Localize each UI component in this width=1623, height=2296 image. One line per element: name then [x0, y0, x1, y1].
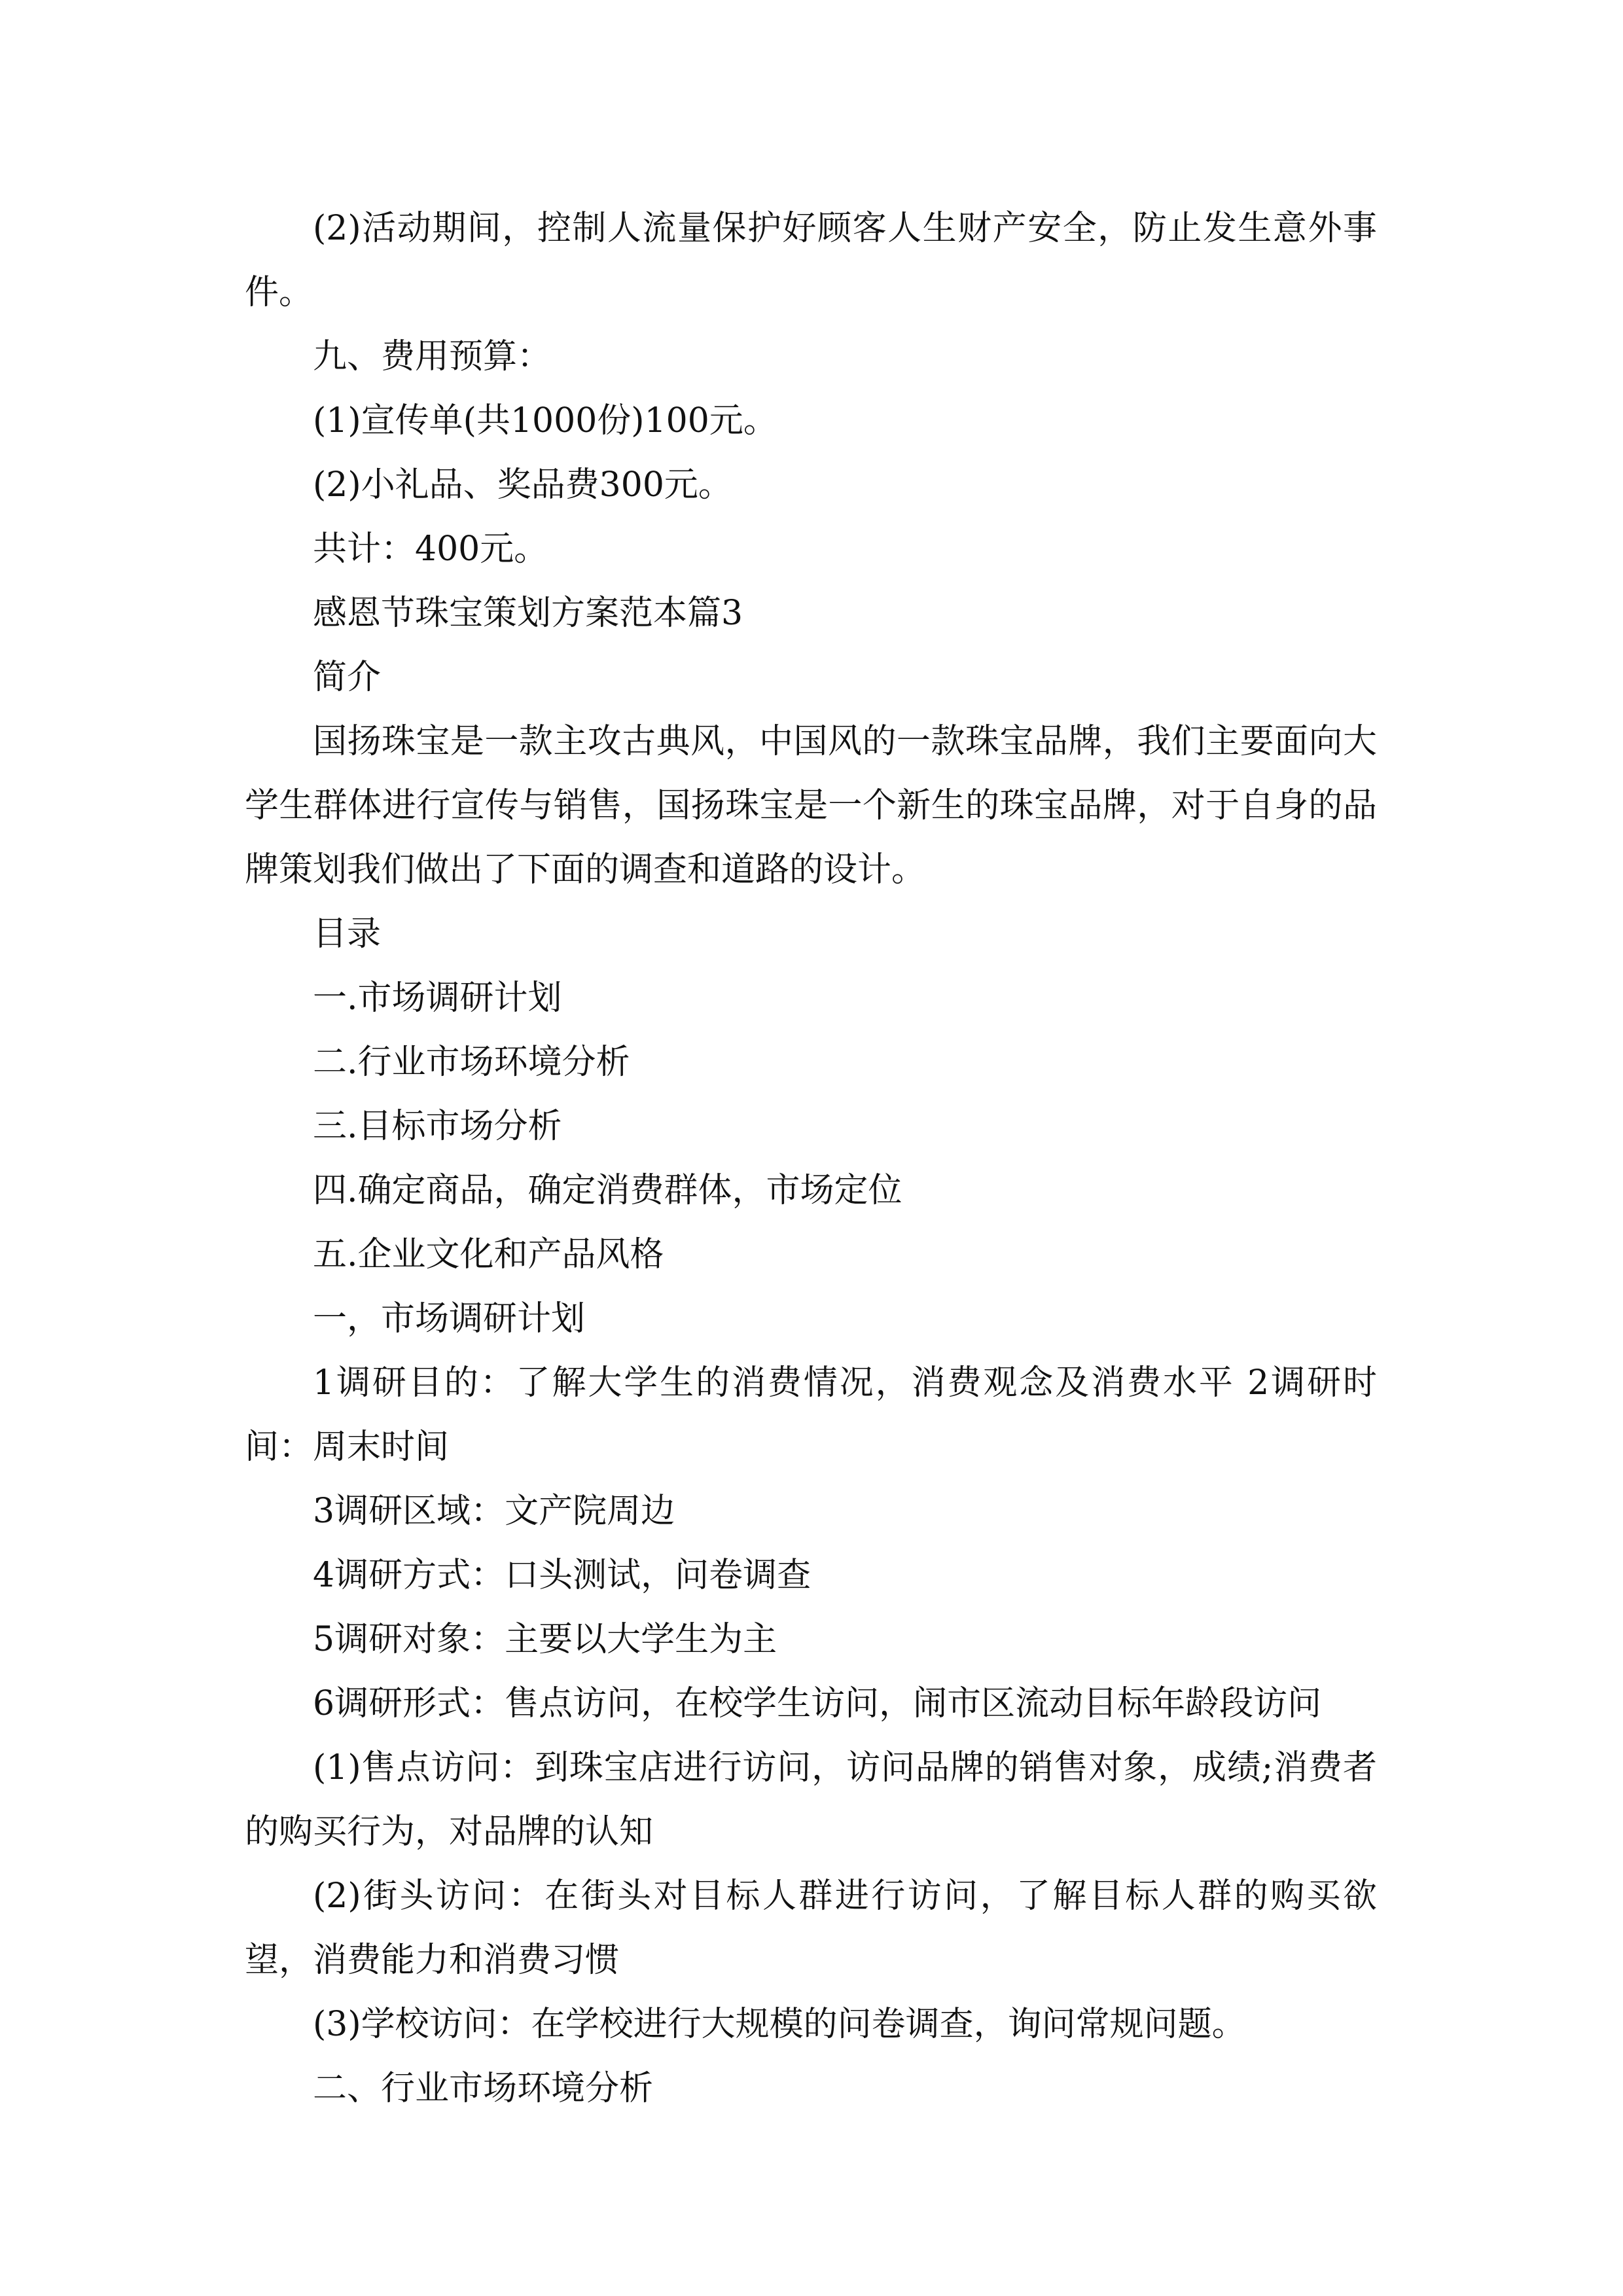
paragraph: (1)宣传单(共1000份)100元。 — [313, 401, 777, 440]
paragraph: 国扬珠宝是一款主攻古典风，中国风的一款珠宝品牌，我们主要面向大学生群体进行宣传与销售，国扬珠宝是一个新生的珠宝品牌，对于自身的品牌策划我们做出了下面的调查和道路的设计。 — [245, 722, 1377, 889]
paragraph: 4调研方式：口头测试，问卷调查 — [313, 1556, 812, 1595]
paragraph: 1调研目的：了解大学生的消费情况，消费观念及消费水平 2调研时间：周末时间 — [245, 1363, 1377, 1467]
paragraph: 共计：400元。 — [313, 529, 548, 569]
paragraph: (3)学校访问：在学校进行大规模的问卷调查，询问常规问题。 — [313, 2005, 1246, 2044]
section-heading: 简介 — [313, 658, 382, 697]
paragraph: (2)活动期间，控制人流量保护好顾客人生财产安全，防止发生意外事件。 — [245, 209, 1377, 312]
section-heading: 九、费用预算： — [313, 337, 552, 376]
section-heading: 一，市场调研计划 — [313, 1299, 586, 1338]
toc-item: 三.目标市场分析 — [313, 1107, 562, 1146]
paragraph: (1)售点访问：到珠宝店进行访问，访问品牌的销售对象，成绩;消费者的购买行为，对品牌的认知 — [245, 1748, 1377, 1852]
section-heading: 感恩节珠宝策划方案范本篇3 — [313, 594, 743, 633]
document-body — [245, 196, 1377, 2121]
section-heading: 二、行业市场环境分析 — [313, 2069, 654, 2108]
paragraph: (2)街头访问：在街头对目标人群进行访问，了解目标人群的购买欲望，消费能力和消费习惯 — [245, 1876, 1377, 1980]
toc-item: 二.行业市场环境分析 — [313, 1043, 630, 1082]
paragraph: 6调研形式：售点访问，在校学生访问，闹市区流动目标年龄段访问 — [313, 1684, 1322, 1723]
paragraph: (2)小礼品、奖品费300元。 — [313, 465, 732, 505]
paragraph: 5调研对象：主要以大学生为主 — [313, 1620, 777, 1659]
section-heading: 目录 — [313, 914, 382, 954]
toc-item: 一.市场调研计划 — [313, 978, 562, 1018]
paragraph: 3调研区域：文产院周边 — [313, 1492, 675, 1531]
toc-item: 四.确定商品，确定消费群体，市场定位 — [313, 1171, 902, 1210]
toc-item: 五.企业文化和产品风格 — [313, 1235, 664, 1274]
